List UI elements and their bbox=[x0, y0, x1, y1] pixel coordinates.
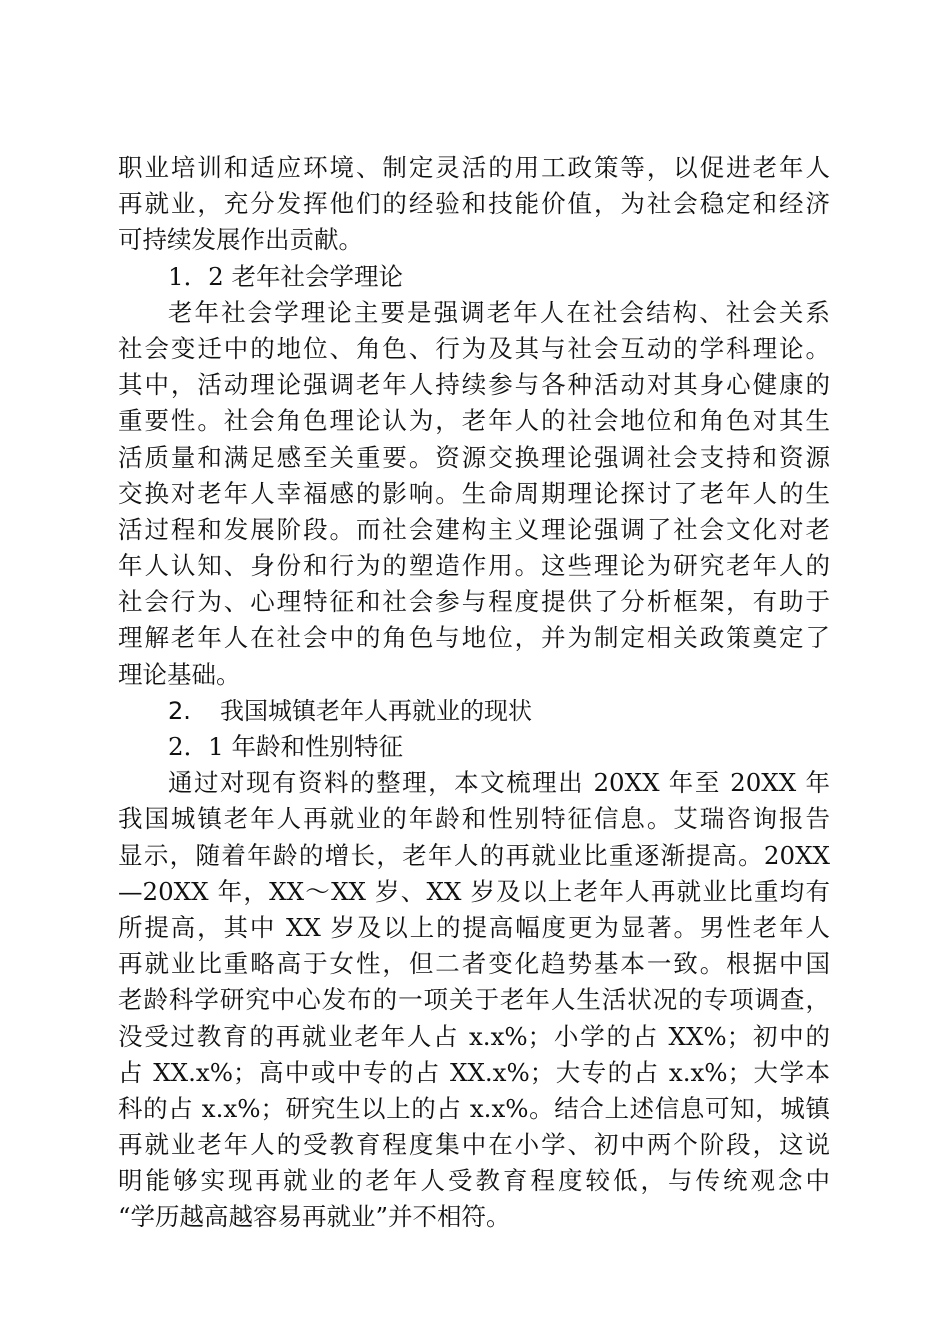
paragraph-line: 年人认知、身份和行为的塑造作用。这些理论为研究老年人的 bbox=[118, 551, 830, 581]
paragraph-line: 重要性。社会角色理论认为，老年人的社会地位和角色对其生 bbox=[118, 406, 830, 436]
paragraph-line: 交换对老年人幸福感的影响。生命周期理论探讨了老年人的生 bbox=[118, 478, 830, 508]
paragraph-line: 活质量和满足感至关重要。资源交换理论强调社会支持和资源 bbox=[118, 442, 830, 472]
paragraph-line: 我国城镇老年人再就业的年龄和性别特征信息。艾瑞咨询报告 bbox=[118, 804, 830, 834]
paragraph-line: 老龄科学研究中心发布的一项关于老年人生活状况的专项调查， bbox=[118, 985, 830, 1015]
paragraph-line: 再就业老年人的受教育程度集中在小学、初中两个阶段，这说 bbox=[118, 1130, 830, 1160]
paragraph-line: 社会行为、心理特征和社会参与程度提供了分析框架，有助于 bbox=[118, 587, 830, 617]
paragraph-line: “学历越高越容易再就业”并不相符。 bbox=[118, 1202, 511, 1232]
paragraph-line: 老年社会学理论主要是强调老年人在社会结构、社会关系 bbox=[168, 297, 830, 327]
paragraph-line: 职业培训和适应环境、制定灵活的用工政策等，以促进老年人 bbox=[118, 153, 830, 182]
paragraph-line: 社会变迁中的地位、角色、行为及其与社会互动的学科理论。 bbox=[118, 333, 830, 363]
section-heading-1-2: 1．2 老年社会学理论 bbox=[168, 261, 403, 291]
section-heading-2-1: 2．1 年龄和性别特征 bbox=[168, 732, 403, 761]
paragraph-line: 理论基础。 bbox=[118, 659, 241, 689]
paragraph-line: 可持续发展作出贡献。 bbox=[118, 225, 363, 255]
paragraph-line: 显示，随着年龄的增长，老年人的再就业比重逐渐提高。20XX bbox=[118, 840, 830, 870]
paragraph-line: 科的占 x.x%；研究生以上的占 x.x%。结合上述信息可知，城镇 bbox=[118, 1093, 830, 1123]
paragraph-line: —20XX 年，XX～XX 岁、XX 岁及以上老年人再就业比重均有 bbox=[118, 876, 830, 906]
paragraph-line: 明能够实现再就业的老年人受教育程度较低，与传统观念中 bbox=[118, 1166, 830, 1196]
section-number: 2. bbox=[168, 696, 191, 725]
paragraph-line: 没受过教育的再就业老年人占 x.x%；小学的占 XX%；初中的 bbox=[118, 1021, 830, 1051]
paragraph-line: 再就业比重略高于女性，但二者变化趋势基本一致。根据中国 bbox=[118, 949, 830, 979]
section-heading-2 bbox=[118, 693, 830, 729]
paragraph-line: 理解老年人在社会中的角色与地位，并为制定相关政策奠定了 bbox=[118, 623, 830, 653]
paragraph-line: 活过程和发展阶段。而社会建构主义理论强调了社会文化对老 bbox=[118, 514, 830, 544]
paragraph-line: 再就业，充分发挥他们的经验和技能价值，为社会稳定和经济 bbox=[118, 189, 830, 219]
paragraph-line: 其中，活动理论强调老年人持续参与各种活动对其身心健康的 bbox=[118, 370, 830, 400]
paragraph-line: 占 XX.x%；高中或中专的占 XX.x%；大专的占 x.x%；大学本 bbox=[118, 1057, 830, 1087]
document-body bbox=[118, 150, 830, 1236]
section-title: 我国城镇老年人再就业的现状 bbox=[220, 696, 532, 725]
paragraph-line: 通过对现有资料的整理，本文梳理出 20XX 年至 20XX 年 bbox=[168, 768, 830, 798]
paragraph-line: 所提高，其中 XX 岁及以上的提高幅度更为显著。男性老年人 bbox=[118, 912, 830, 942]
